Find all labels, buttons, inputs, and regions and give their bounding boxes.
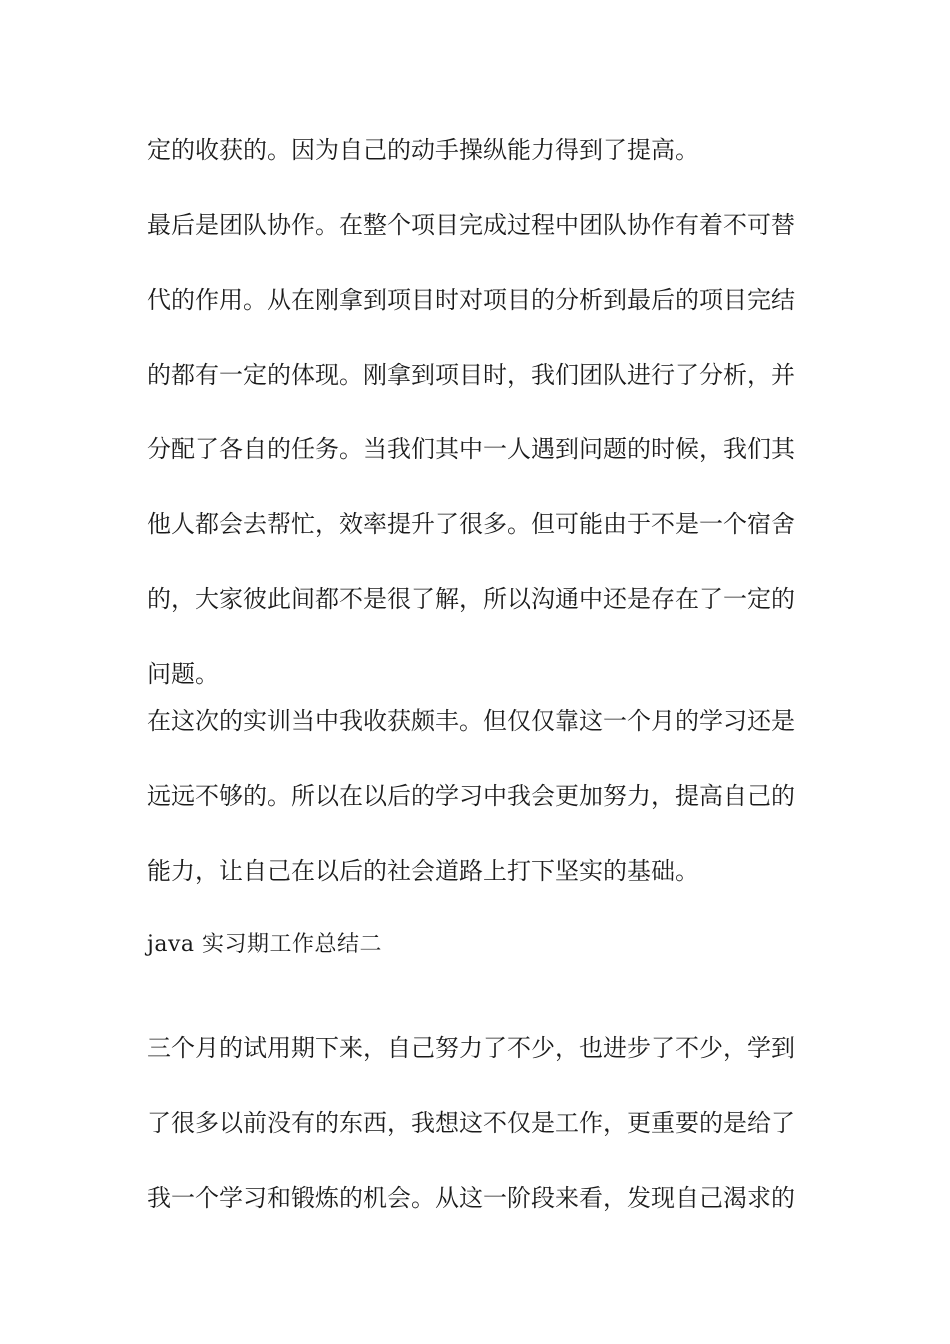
section-heading: java 实习期工作总结二 — [147, 932, 382, 957]
text-line: 代的作用。从在刚拿到项目时对项目的分析到最后的项目完结 — [147, 286, 795, 314]
text-line: 他人都会去帮忙，效率提升了很多。但可能由于不是一个宿舍 — [147, 510, 795, 538]
text-line: 了很多以前没有的东西，我想这不仅是工作，更重要的是给了 — [147, 1109, 795, 1137]
text-line: 分配了各自的任务。当我们其中一人遇到问题的时候，我们其 — [147, 435, 795, 463]
text-line: 能力，让自己在以后的社会道路上打下坚实的基础。 — [147, 857, 699, 885]
text-line: 定的收获的。因为自己的动手操纵能力得到了提高。 — [147, 136, 699, 164]
text-line: 在这次的实训当中我收获颇丰。但仅仅靠这一个月的学习还是 — [147, 707, 795, 735]
text-line: 三个月的试用期下来，自己努力了不少，也进步了不少，学到 — [147, 1034, 795, 1062]
text-line: 我一个学习和锻炼的机会。从这一阶段来看，发现自己渴求的 — [147, 1184, 795, 1212]
text-line: 最后是团队协作。在整个项目完成过程中团队协作有着不可替 — [147, 211, 795, 239]
text-line: 的都有一定的体现。刚拿到项目时，我们团队进行了分析，并 — [147, 361, 795, 389]
text-line: 问题。 — [147, 660, 219, 688]
text-line: 远远不够的。所以在以后的学习中我会更加努力，提高自己的 — [147, 782, 795, 810]
text-line: 的，大家彼此间都不是很了解，所以沟通中还是存在了一定的 — [147, 585, 795, 613]
